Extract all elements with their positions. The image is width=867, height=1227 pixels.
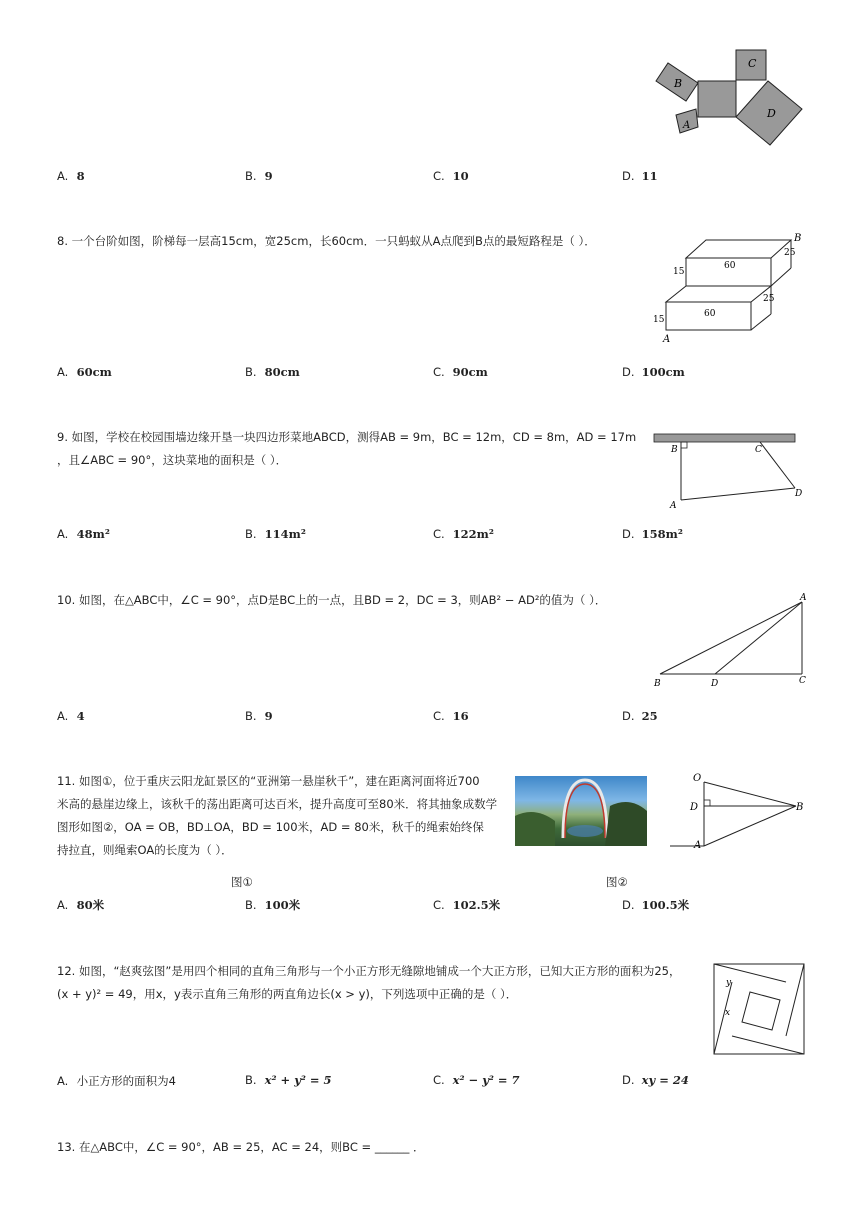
q10-number: 10. [57, 593, 76, 607]
option-letter: D. [622, 898, 635, 912]
option-text: 9 [264, 709, 273, 723]
q7-label-c: C [748, 57, 757, 70]
q9-option-a[interactable] [57, 527, 110, 541]
option-text: 114m² [264, 527, 306, 541]
q7-option-a[interactable] [57, 169, 85, 183]
option-letter: C. [433, 527, 445, 541]
q8-label-25-low: 25 [763, 294, 775, 304]
q11-label-a: A [694, 840, 702, 851]
option-letter: B. [245, 898, 257, 912]
q13-number: 13. [57, 1140, 76, 1154]
q8-staircase-diagram [648, 230, 813, 348]
q9-line1: 如图，学校在校园围墙边缘开垦一块四边形菜地ABCD，测得AB = 9m，BC = 12m，CD = 8m，AD = 17m [71, 430, 637, 444]
option-text: 4 [76, 709, 85, 723]
option-text: 90cm [452, 365, 488, 379]
q8-question [57, 230, 596, 253]
q8-label-25-top: 25 [784, 248, 796, 258]
q10-label-b: B [654, 679, 661, 689]
option-letter: A. [57, 169, 69, 183]
q12-option-b[interactable] [245, 1073, 332, 1087]
option-letter: C. [433, 709, 445, 723]
option-text: 11 [641, 169, 658, 183]
q8-label-a: A [663, 334, 671, 345]
option-letter: D. [622, 709, 635, 723]
option-letter: D. [622, 169, 635, 183]
q12-label-y: y [726, 978, 732, 988]
q8-label-15-low: 15 [653, 315, 665, 325]
q8-number: 8. [57, 234, 68, 248]
q9-number: 9. [57, 430, 68, 444]
q9-question [57, 426, 637, 472]
option-text: 100米 [264, 898, 301, 912]
option-text: 80米 [76, 898, 105, 912]
option-text: 80cm [264, 365, 300, 379]
option-text: xy = 24 [641, 1073, 689, 1087]
q10-option-b[interactable] [245, 709, 273, 723]
q12-option-a[interactable] [57, 1073, 176, 1089]
option-text: 158m² [641, 527, 683, 541]
q10-label-a: A [800, 593, 807, 603]
option-text: 9 [264, 169, 273, 183]
option-letter: B. [245, 1073, 257, 1087]
q7-squares-diagram [648, 45, 808, 150]
q11-caption-fig2: 图② [606, 875, 628, 889]
q11-swing-photo [515, 776, 647, 846]
q8-label-15-top: 15 [673, 267, 685, 277]
option-text: 60cm [76, 365, 112, 379]
q10-label-d: D [711, 679, 719, 689]
option-text: 102.5米 [452, 898, 501, 912]
q11-label-b: B [796, 802, 804, 813]
option-text: 48m² [76, 527, 110, 541]
q9-label-c: C [755, 445, 762, 455]
q9-option-d[interactable] [622, 527, 683, 541]
q8-label-60-top: 60 [724, 261, 736, 271]
q12-option-c[interactable] [433, 1073, 520, 1087]
q9-line2: ，且∠ABC = 90°，这块菜地的面积是（ ）． [57, 453, 288, 467]
q8-label-60-low: 60 [704, 309, 716, 319]
option-letter: B. [245, 709, 257, 723]
q10-text: 如图，在△ABC中，∠C = 90°，点D是BC上的一点，且BD = 2，DC = 3，则AB² − AD²的值为（ ）． [78, 593, 607, 607]
option-letter: A. [57, 1074, 69, 1088]
option-text: 122m² [452, 527, 494, 541]
q9-label-b: B [671, 445, 678, 455]
swing-arch-graphic [515, 776, 647, 846]
option-text: 8 [76, 169, 85, 183]
option-letter: A. [57, 709, 69, 723]
q11-question [57, 770, 502, 862]
option-text: x² − y² = 7 [452, 1073, 520, 1087]
q11-line3: 图形如图②，OA = OB，BD⊥OA，BD = 100米，AD = 80米，秋千的绳索始终保 [57, 820, 484, 834]
option-letter: B. [245, 169, 257, 183]
q8-label-b: B [794, 233, 802, 244]
q8-option-d[interactable] [622, 365, 685, 379]
option-text: 小正方形的面积为4 [76, 1074, 176, 1088]
q11-caption-fig1: 图① [231, 875, 253, 889]
q9-label-a: A [670, 501, 677, 511]
option-letter: D. [622, 365, 635, 379]
q13-text: 在△ABC中，∠C = 90°，AB = 25，AC = 24，则BC = ______ ． [78, 1140, 425, 1154]
option-letter: B. [245, 527, 257, 541]
option-letter: C. [433, 898, 445, 912]
q9-option-b[interactable] [245, 527, 306, 541]
q10-label-c: C [799, 676, 806, 686]
option-letter: D. [622, 1073, 635, 1087]
q10-option-d[interactable] [622, 709, 658, 723]
q9-option-c[interactable] [433, 527, 494, 541]
q10-triangle-diagram [648, 590, 813, 690]
q7-label-a: A [683, 120, 691, 131]
option-text: 100cm [641, 365, 685, 379]
option-text: x² + y² = 5 [264, 1073, 332, 1087]
option-text: 25 [641, 709, 658, 723]
option-letter: D. [622, 527, 635, 541]
q8-option-c[interactable] [433, 365, 488, 379]
option-text: 100.5米 [641, 898, 690, 912]
option-letter: A. [57, 527, 69, 541]
q13-question [57, 1136, 424, 1159]
q8-option-b[interactable] [245, 365, 300, 379]
q11-option-b[interactable] [245, 897, 300, 913]
q11-option-d[interactable] [622, 897, 689, 913]
q7-label-d: D [767, 107, 776, 120]
option-letter: A. [57, 365, 69, 379]
q12-zhaoshuang-diagram [710, 960, 808, 1058]
q10-question [57, 589, 606, 612]
q11-number: 11. [57, 774, 76, 788]
q11-swing-diagram [666, 770, 811, 855]
q9-garden-diagram [650, 430, 810, 515]
q10-option-a[interactable] [57, 709, 85, 723]
q12-number: 12. [57, 964, 76, 978]
q12-line1: 如图，“赵爽弦图”是用四个相同的直角三角形与一个小正方形无缝隙地铺成一个大正方形，已知大正方形的面积为25， [78, 964, 681, 978]
q7-label-b: B [674, 77, 683, 90]
q12-line2: (x + y)² = 49，用x，y表示直角三角形的两直角边长(x > y)，下列选项中正确的是（ ）． [57, 987, 518, 1001]
option-letter: C. [433, 169, 445, 183]
q7-option-b[interactable] [245, 169, 273, 183]
q11-label-d: D [690, 802, 699, 813]
q12-label-x: x [725, 1008, 731, 1018]
q11-option-c[interactable] [433, 897, 500, 913]
option-letter: C. [433, 365, 445, 379]
q8-text: 一个台阶如图，阶梯每一层高15cm，宽25cm，长60cm．一只蚂蚁从A点爬到B点的最短路程是（ ）． [71, 234, 596, 248]
option-letter: B. [245, 365, 257, 379]
q9-label-d: D [795, 489, 803, 499]
q11-option-a[interactable] [57, 897, 104, 913]
option-text: 10 [452, 169, 469, 183]
q7-option-d[interactable] [622, 169, 658, 183]
q10-option-c[interactable] [433, 709, 469, 723]
option-letter: C. [433, 1073, 445, 1087]
q11-line4: 持拉直，则绳索OA的长度为（ ）． [57, 843, 233, 857]
q7-option-c[interactable] [433, 169, 469, 183]
q8-option-a[interactable] [57, 365, 112, 379]
q11-label-o: O [693, 773, 702, 784]
q11-line1: 如图①，位于重庆云阳龙缸景区的“亚洲第一悬崖秋千”，建在距离河面将近700 [78, 774, 480, 788]
q12-question [57, 960, 697, 1006]
q11-line2: 米高的悬崖边缘上，该秋千的荡出距离可达百米，提升高度可至80米．将其抽象成数学 [57, 797, 498, 811]
option-letter: A. [57, 898, 69, 912]
option-text: 16 [452, 709, 469, 723]
q12-option-d[interactable] [622, 1073, 689, 1087]
